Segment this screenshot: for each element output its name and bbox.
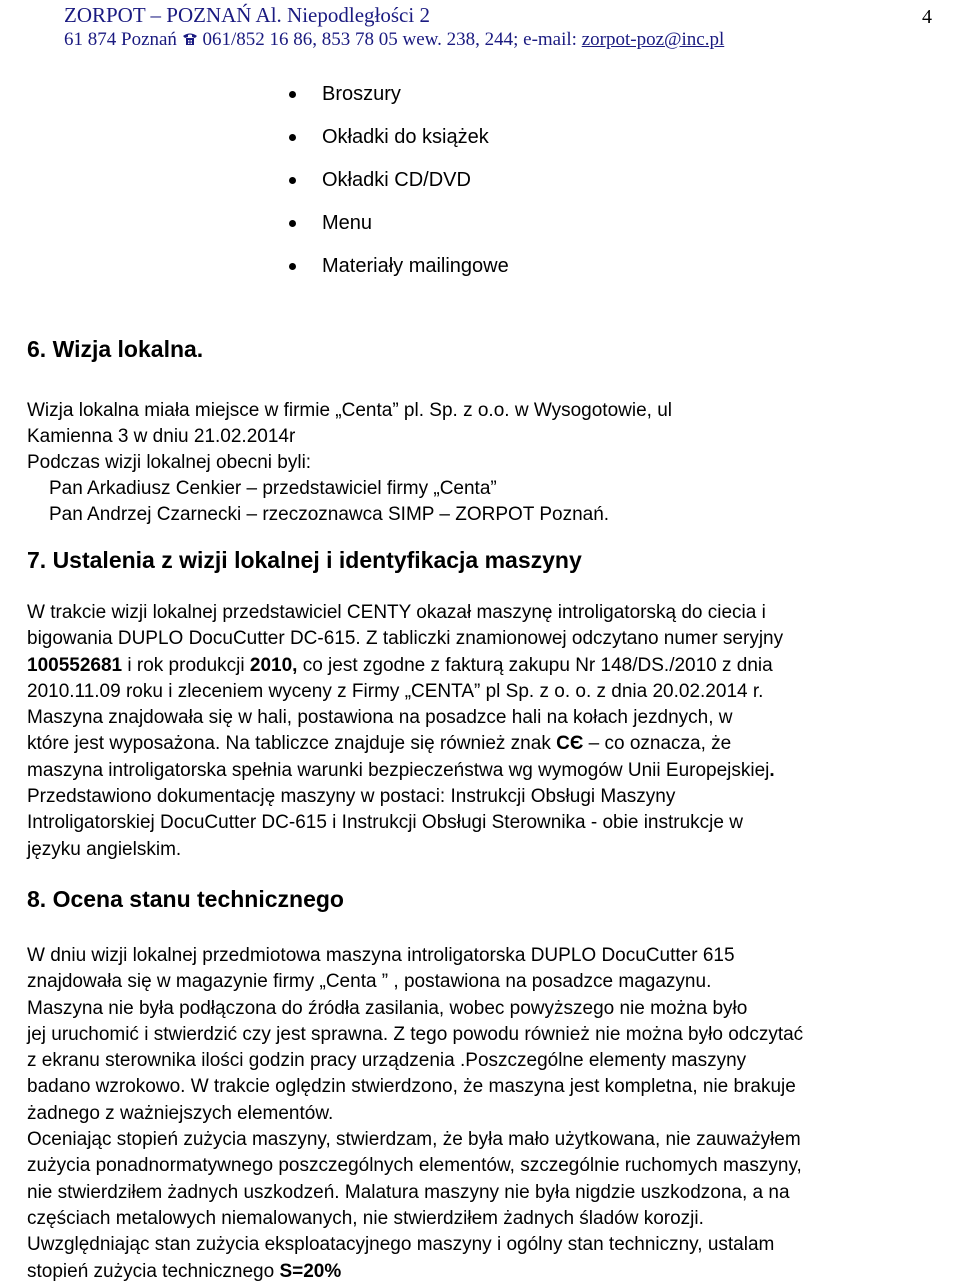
paragraph-line: z ekranu sterownika ilości godzin pracy urządzenia .Poszczególne elementy maszyny	[27, 1050, 747, 1072]
ce-mark: CЄ	[556, 733, 584, 755]
paragraph-line: Pan Arkadiusz Cenkier – przedstawiciel firmy „Centa”	[49, 478, 497, 499]
list-item: Okładki CD/DVD	[286, 165, 509, 208]
paragraph-line: W trakcie wizji lokalnej przedstawiciel CENTY okazał maszynę introligatorską do ciecia i	[27, 602, 766, 623]
paragraph-line: Przedstawiono dokumentację maszyny w postaci: Instrukcji Obsługi Maszyny	[27, 786, 676, 808]
section-7-heading: 7. Ustalenia z wizji lokalnej i identyfikacja maszyny	[27, 547, 582, 573]
paragraph-line: maszyna introligatorska spełnia warunki bezpieczeństwa wg wymogów Unii Europejskiej.	[27, 759, 775, 781]
list-item: Materiały mailingowe	[286, 251, 509, 294]
section-7-body	[27, 600, 932, 863]
paragraph-line: częściach metalowych niemalowanych, nie stwierdziłem żadnych śladów korozji.	[27, 1207, 704, 1229]
paragraph-line: języku angielskim.	[27, 838, 182, 860]
letterhead-company: ZORPOT – POZNAŃ Al. Niepodległości 2	[64, 3, 430, 27]
paragraph-line: jej uruchomić i stwierdzić czy jest sprawna. Z tego powodu również nie można było odczytać	[27, 1023, 804, 1045]
paragraph-line: Podczas wizji lokalnej obecni byli:	[27, 452, 312, 473]
letterhead	[64, 2, 894, 52]
paragraph-line: znajdowała się w magazynie firmy „Centa ” , postawiona na posadzce magazynu.	[27, 971, 712, 993]
section-6-body	[27, 398, 932, 528]
list-item: Okładki do książek	[286, 122, 509, 165]
letterhead-contact	[64, 28, 894, 52]
letterhead-phones: 061/852 16 86, 853 78 05 wew. 238, 244; e-mail:	[202, 29, 577, 50]
paragraph-line: zużycia ponadnormatywnego poszczególnych elementów, szczególnie ruchomych maszyny,	[27, 1155, 802, 1177]
paragraph-line: Pan Andrzej Czarnecki – rzeczoznawca SIMP – ZORPOT Poznań.	[49, 504, 610, 525]
section-8-heading: 8. Ocena stanu technicznego	[27, 886, 344, 912]
paragraph-line: 100552681 i rok produkcji 2010, co jest zgodne z fakturą zakupu Nr 148/DS./2010 z dnia	[27, 654, 773, 676]
paragraph-line: Wizja lokalna miała miejsce w firmie „Centa” pl. Sp. z o.o. w Wysogotowie, ul	[27, 400, 672, 421]
paragraph-line: bigowania DUPLO DocuCutter DC-615. Z tabliczki znamionowej odczytano numer seryjny	[27, 628, 784, 650]
paragraph-line: badano wzrokowo. W trakcie oględzin stwierdzono, że maszyna jest kompletna, nie brakuje	[27, 1076, 796, 1098]
paragraph-line: żadnego z ważniejszych elementów.	[27, 1102, 334, 1124]
list-item: Menu	[286, 208, 509, 251]
paragraph-line: W dniu wizji lokalnej przedmiotowa maszyna introligatorska DUPLO DocuCutter 615	[27, 945, 735, 966]
bullet-list	[286, 79, 509, 294]
page-number: 4	[922, 6, 932, 28]
list-item: Broszury	[286, 79, 509, 122]
paragraph-line: Oceniając stopień zużycia maszyny, stwierdzam, że była mało użytkowana, nie zauważyłem	[27, 1129, 801, 1151]
paragraph-line: Kamienna 3 w dniu 21.02.2014r	[27, 426, 296, 447]
paragraph-line: Introligatorskiej DocuCutter DC-615 i Instrukcji Obsługi Sterownika - obie instrukcje w	[27, 812, 743, 834]
paragraph-line: nie stwierdziłem żadnych uszkodzeń. Malatura maszyny nie była nigdzie uszkodzona, a na	[27, 1181, 790, 1203]
letterhead-city: 61 874 Poznań	[64, 29, 177, 50]
production-year: 2010,	[249, 654, 298, 676]
paragraph-line: stopień zużycia technicznego S=20%	[27, 1260, 342, 1282]
serial-number: 100552681	[27, 654, 123, 676]
section-6-heading: 6. Wizja lokalna.	[27, 336, 204, 362]
paragraph-line: Uwzględniając stan zużycia eksploatacyjnego maszyny i ogólny stan techniczny, ustalam	[27, 1234, 775, 1256]
paragraph-line: Maszyna znajdowała się w hali, postawiona na posadzce hali na kołach jezdnych, w	[27, 707, 733, 729]
paragraph-line: które jest wyposażona. Na tabliczce znajduje się również znak CЄ – co oznacza, że	[27, 733, 732, 755]
email-link[interactable]: zorpot-poz@inc.pl	[581, 29, 725, 50]
paragraph-line: 2010.11.09 roku i zleceniem wyceny z Firmy „CENTA” pl Sp. z o. o. z dnia 20.02.2014 r.	[27, 680, 764, 702]
telephone-icon	[182, 29, 198, 43]
section-8-body	[27, 943, 932, 1285]
paragraph-line: Maszyna nie była podłączona do źródła zasilania, wobec powyższego nie można było	[27, 997, 748, 1019]
wear-percentage: S=20%	[279, 1260, 342, 1282]
